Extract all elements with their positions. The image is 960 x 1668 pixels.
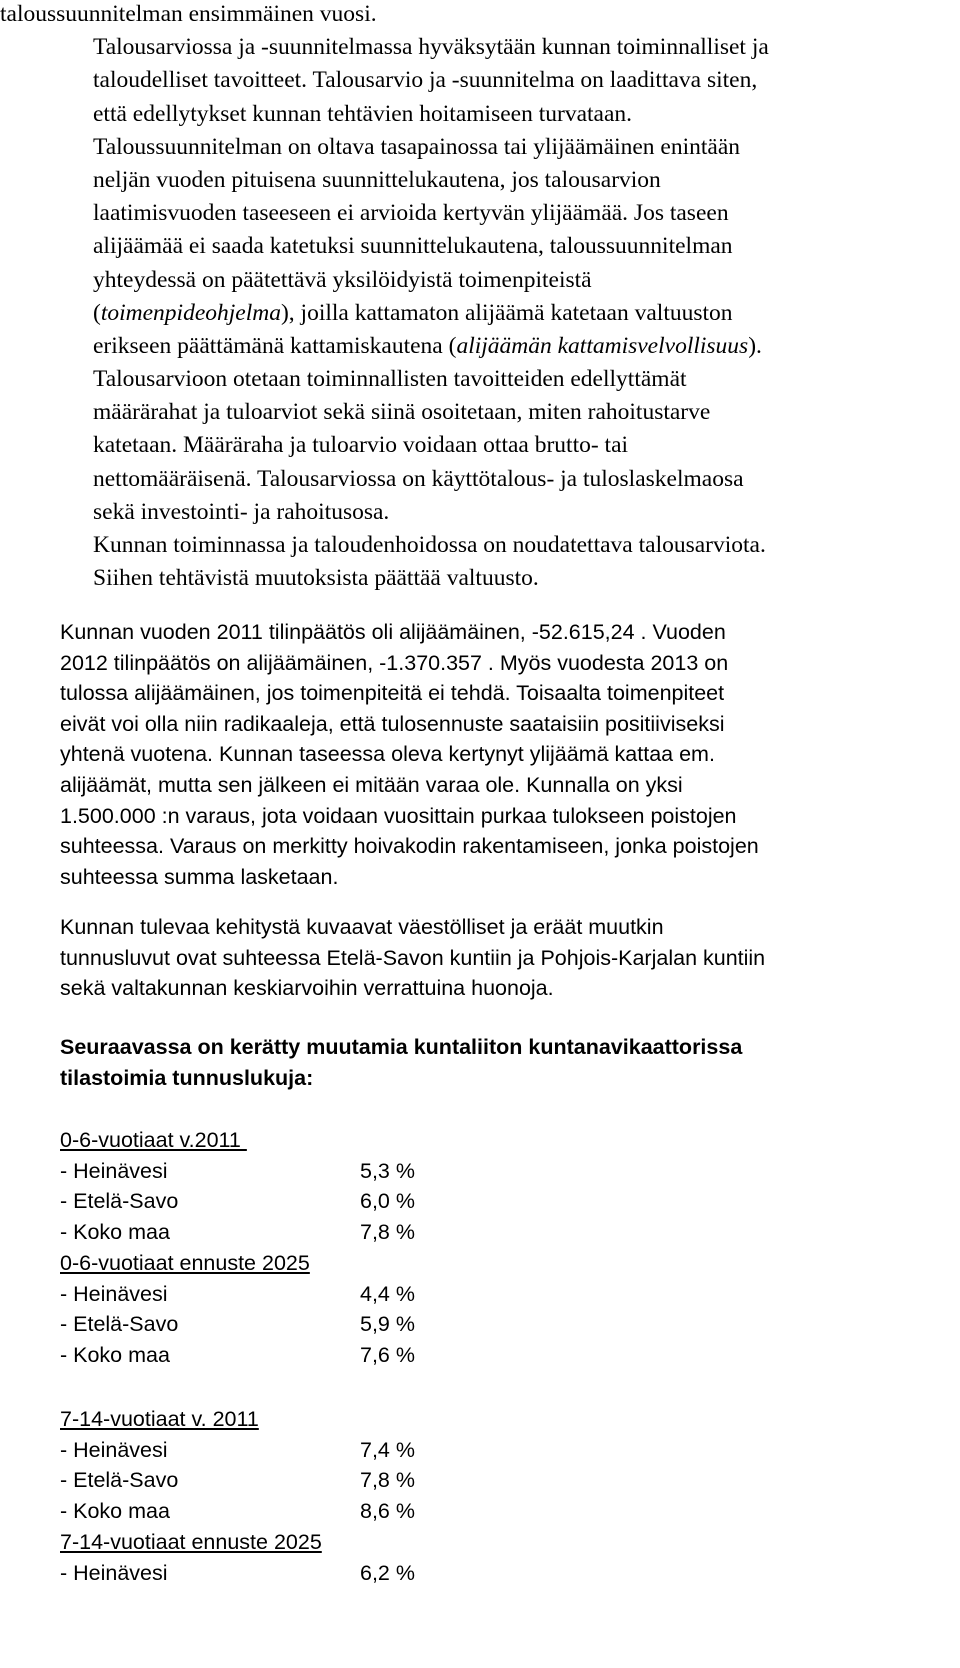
finance-line: 2012 tilinpäätös on alijäämäinen, -1.370.357 . Myös vuodesta 2013 on [60,650,729,675]
stat-label: - Etelä-Savo [60,1468,179,1493]
stat-value: 8,6 % [360,1498,415,1523]
stat-row [60,1465,960,1496]
policy-line: nettomääräisenä. Talousarviossa on käyttötalous- ja tuloslaskelmaosa [93,465,744,492]
policy-line-rest: ), joilla kattamaton alijäämä katetaan valtuuston [280,299,733,326]
stat-label: - Koko maa [60,1219,170,1244]
stats-heading-line: tilastoimia tunnuslukuja: [60,1065,314,1090]
finance-paragraph [60,617,960,892]
stats-group-title: 0-6-vuotiaat ennuste 2025 [60,1251,310,1275]
italic-term: toimenpideohjelma [100,299,281,326]
policy-line-post: ). [748,332,762,359]
stat-label: - Heinävesi [60,1158,168,1183]
stat-row [60,1217,960,1248]
paren-open: ( [93,299,101,326]
stat-value: 6,2 % [360,1560,415,1585]
finance-line: 1.500.000 :n varaus, jota voidaan vuosittain purkaa tulokseen poistojen [60,803,737,828]
stat-row [60,1435,960,1466]
stat-value: 5,9 % [360,1312,415,1337]
stat-value: 7,4 % [360,1437,415,1462]
stat-value: 6,0 % [360,1189,415,1214]
development-line: tunnusluvut ovat suhteessa Etelä-Savon kuntiin ja Pohjois-Karjalan kuntiin [60,945,766,970]
stat-row [60,1156,960,1187]
finance-line: Kunnan vuoden 2011 tilinpäätös oli alijäämäinen, -52.615,24 . Vuoden [60,620,726,644]
stat-value: 5,3 % [360,1158,415,1183]
policy-line: katetaan. Määräraha ja tuloarvio voidaan ottaa brutto- tai [93,432,629,459]
finance-line: eivät voi olla niin radikaaleja, että tulosennuste saataisiin positiiviseksi [60,711,725,736]
stat-value: 4,4 % [360,1281,415,1306]
policy-line: sekä investointi- ja rahoitusosa. [93,498,390,525]
policy-line: taloudelliset tavoitteet. Talousarvio ja -suunnitelma on laadittava siten, [93,67,758,94]
stats-group-0-6-2011 [60,1125,960,1247]
development-line: Kunnan tulevaa kehitystä kuvaavat väestölliset ja eräät muutkin [60,915,664,939]
policy-line-pre: erikseen päättämänä kattamiskautena ( [93,332,457,359]
stats-group-0-6-2025 [60,1248,960,1370]
stat-label: - Koko maa [60,1498,170,1523]
stat-row [60,1496,960,1527]
stats-group-title: 7-14-vuotiaat v. 2011 [60,1407,259,1431]
policy-line: Taloussuunnitelman on oltava tasapainossa tai ylijäämäinen enintään [93,133,741,160]
policy-line: että edellytykset kunnan tehtävien hoitamiseen turvataan. [93,100,633,127]
policy-line: yhteydessä on päätettävä yksilöidyistä toimenpiteistä [93,266,592,293]
stats-heading-line: Seuraavassa on kerätty muutamia kuntaliiton kuntanavikaattorissa [60,1035,743,1059]
policy-intro-line: taloussuunnitelman ensimmäinen vuosi. [0,1,377,27]
finance-line: alijäämät, mutta sen jälkeen ei mitään varaa ole. Kunnalla on yksi [60,772,683,797]
stat-row [60,1279,960,1310]
stat-label: - Etelä-Savo [60,1312,179,1337]
policy-line [0,330,960,363]
finance-line: yhtenä vuotena. Kunnan taseessa oleva kertynyt ylijäämä kattaa em. [60,742,715,767]
policy-line: neljän vuoden pituisena suunnittelukautena, jos talousarvion [93,166,661,193]
policy-line: Siihen tehtävistä muutoksista päättää valtuusto. [93,565,539,592]
stat-value: 7,8 % [360,1219,415,1244]
policy-line: laatimisvuoden taseeseen ei arvioida kertyvän ylijäämää. Jos taseen [93,200,729,227]
policy-line: Talousarvioon otetaan toiminnallisten tavoitteiden edellyttämät [93,366,687,393]
stats-group-7-14-2025 [60,1527,960,1588]
policy-line [0,297,960,330]
stats-group-title: 7-14-vuotiaat ennuste 2025 [60,1530,322,1554]
stats-heading [60,1032,960,1093]
development-paragraph [60,912,960,1004]
stat-label: - Heinävesi [60,1560,168,1585]
policy-line: alijäämää ei saada katetuksi suunnittelukautena, taloussuunnitelman [93,233,733,260]
policy-line: Kunnan toiminnassa ja taloudenhoidossa on noudatettava talousarviota. [93,532,766,558]
italic-term: alijäämän kattamisvelvollisuus [456,332,749,359]
stat-row [60,1309,960,1340]
stat-row [60,1558,960,1589]
policy-line: Talousarviossa ja -suunnitelmassa hyväksytään kunnan toiminnalliset ja [93,34,769,61]
stat-label: - Koko maa [60,1342,170,1367]
stats-group-7-14-2011 [60,1404,960,1526]
policy-text [0,0,960,595]
stat-row [60,1340,960,1371]
stat-row [60,1186,960,1217]
stats-group-title: 0-6-vuotiaat v.2011 [60,1128,247,1152]
policy-line: määrärahat ja tuloarviot sekä siinä osoitetaan, miten rahoitustarve [93,399,711,426]
stat-value: 7,8 % [360,1468,415,1493]
stat-label: - Etelä-Savo [60,1189,179,1214]
finance-line: suhteessa summa lasketaan. [60,864,339,889]
development-line: sekä valtakunnan keskiarvoihin verrattuina huonoja. [60,976,554,1001]
stat-label: - Heinävesi [60,1437,168,1462]
finance-line: suhteessa. Varaus on merkitty hoivakodin rakentamiseen, jonka poistojen [60,834,759,859]
stat-value: 7,6 % [360,1342,415,1367]
finance-line: tulossa alijäämäinen, jos toimenpiteitä ei tehdä. Toisaalta toimenpiteet [60,681,725,706]
stat-label: - Heinävesi [60,1281,168,1306]
